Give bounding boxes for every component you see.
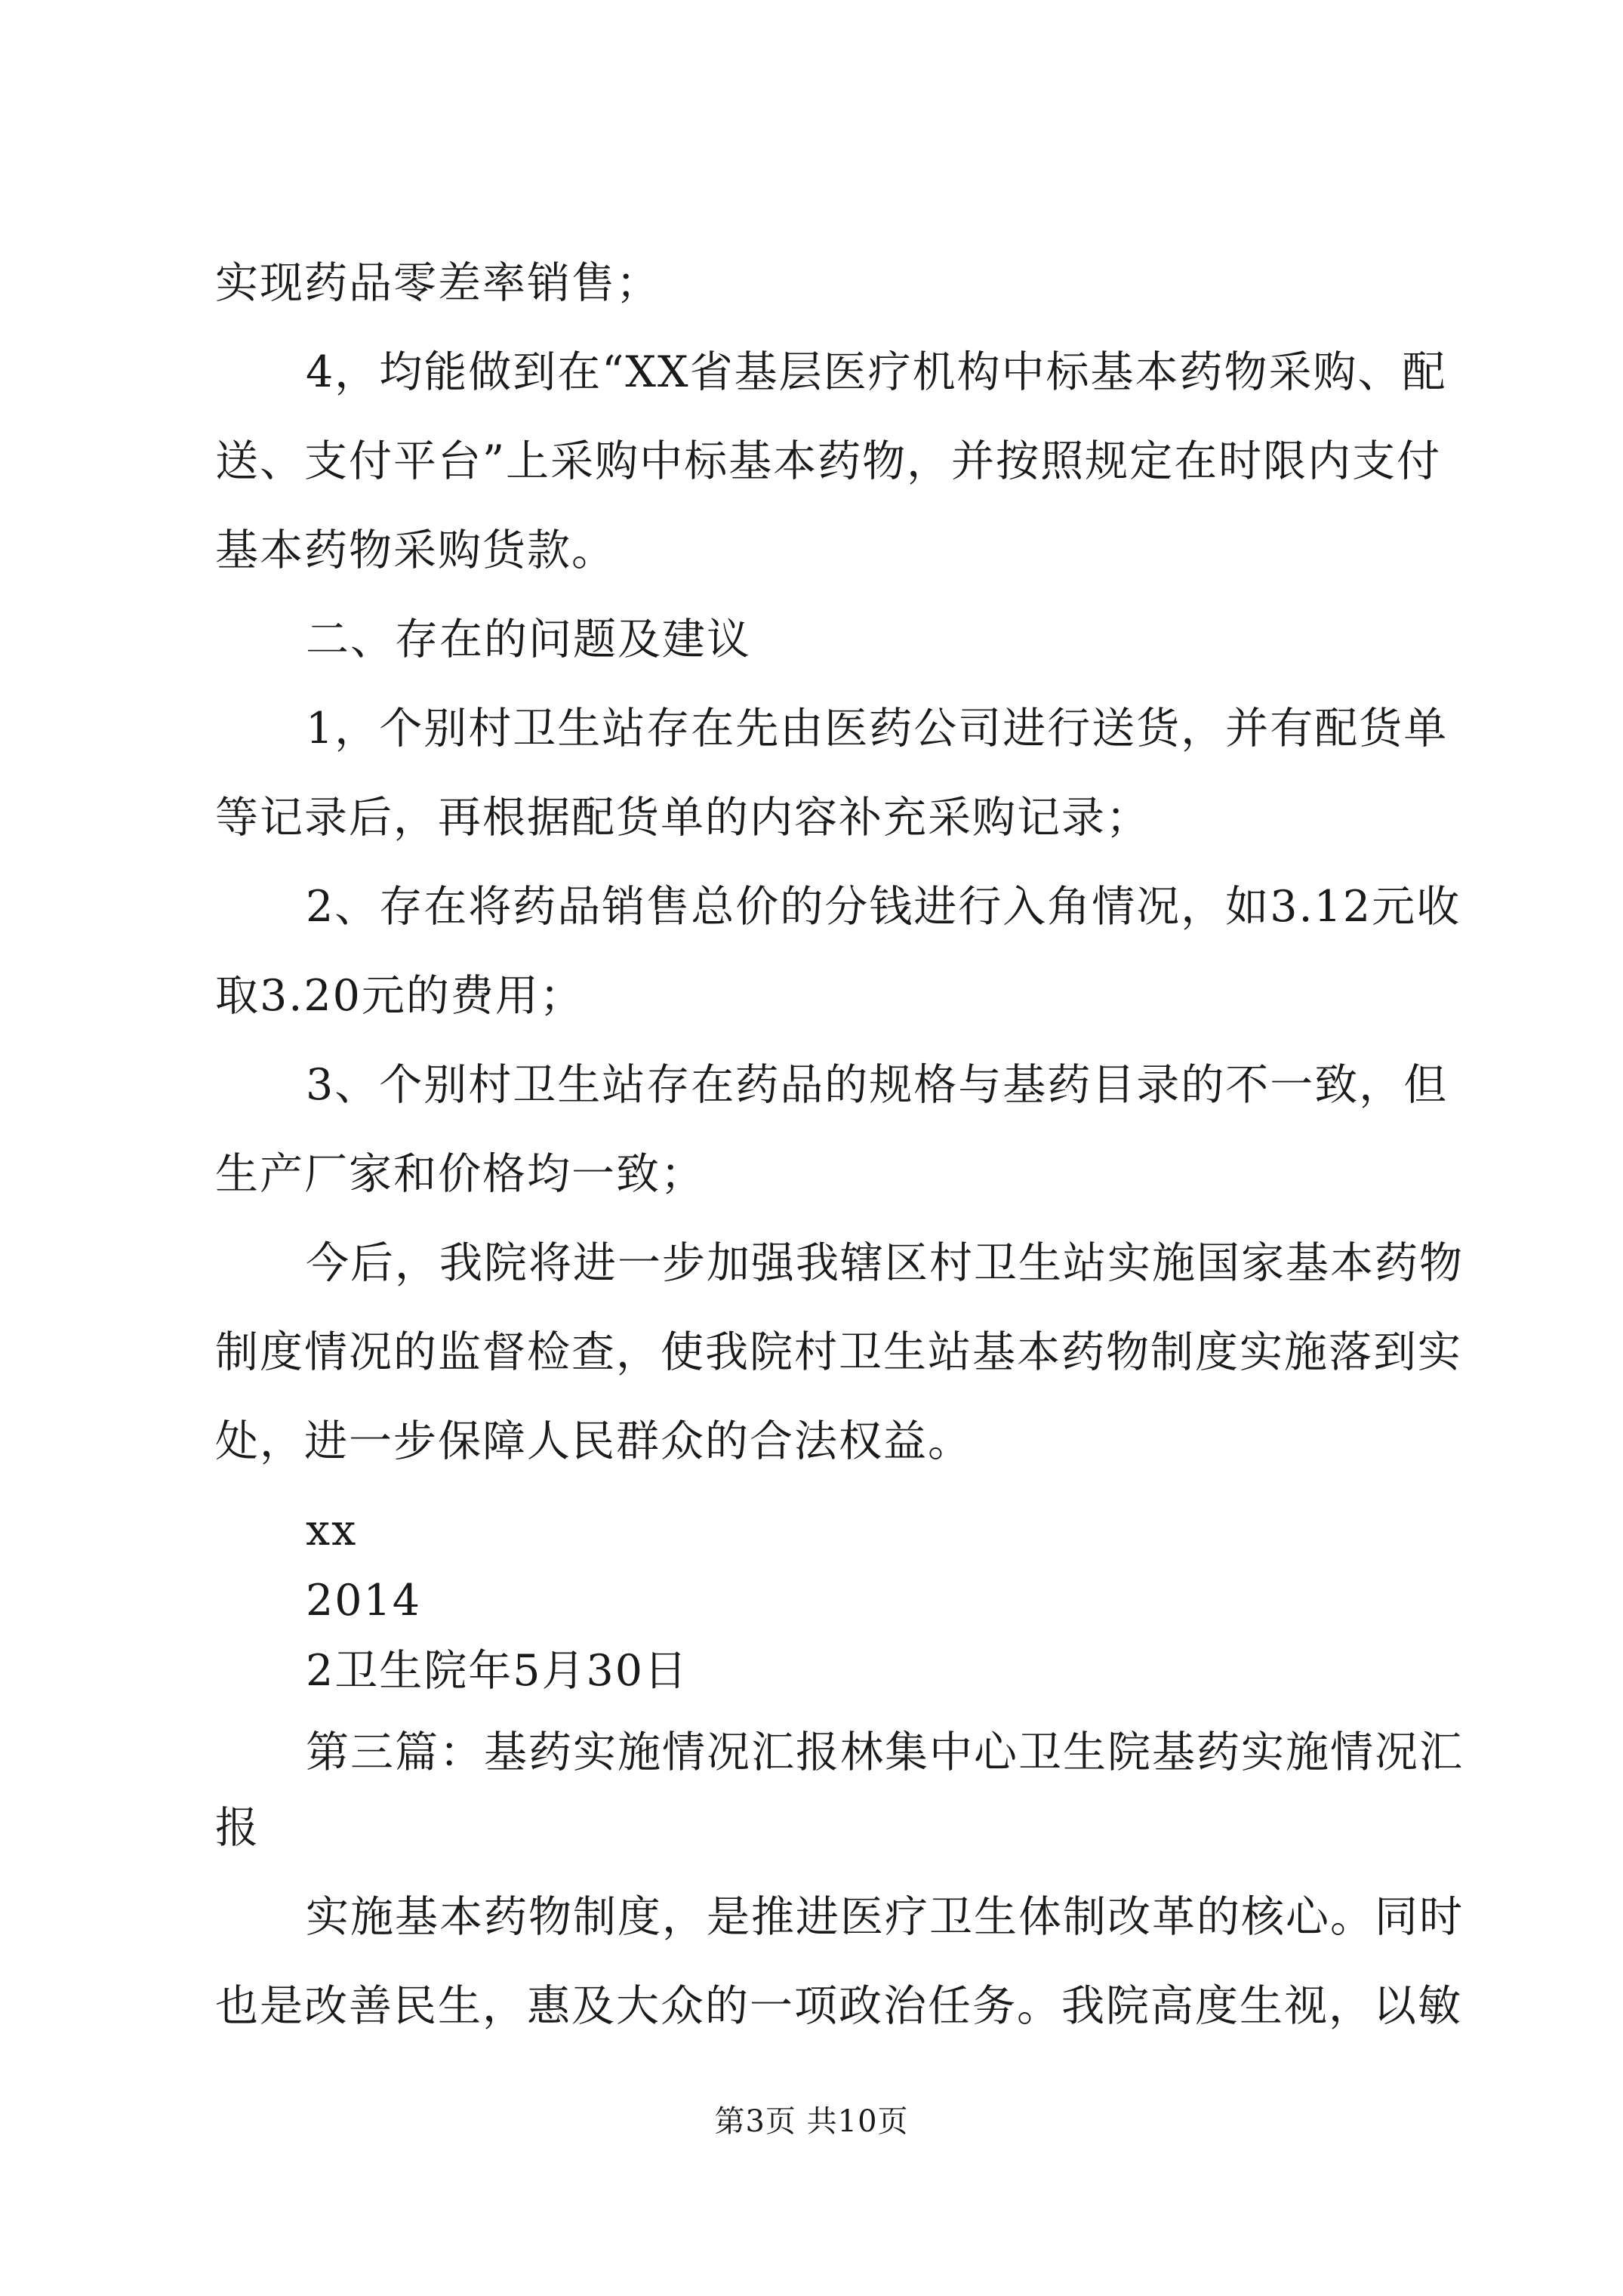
- text-line: 4，均能做到在“XX省基层医疗机构中标基本药物采购、配: [306, 347, 1447, 397]
- signature-year: 2014: [306, 1576, 422, 1626]
- text-line: 制度情况的监督检查，使我院村卫生站基本药物制度实施落到实: [215, 1327, 1462, 1377]
- section-title: 第三篇：基药实施情况汇报林集中心卫生院基药实施情况汇: [306, 1727, 1464, 1777]
- text-line: 1，个别村卫生站存在先由医药公司进行送货，并有配货单: [306, 704, 1449, 754]
- page-footer: 第3页 共10页: [714, 2104, 909, 2139]
- signature-date: 2卫生院年5月30日: [306, 1646, 689, 1696]
- text-line: 处，进一步保障人民群众的合法权益。: [215, 1416, 972, 1466]
- signature-name: xx: [306, 1505, 358, 1555]
- text-line: 2、存在将药品销售总价的分钱进行入角情况，如3.12元收: [306, 882, 1461, 932]
- section-heading: 二、存在的问题及建议: [306, 615, 751, 664]
- text-line: 实施基本药物制度，是推进医疗卫生体制改革的核心。同时: [306, 1892, 1464, 1942]
- text-line: 今后，我院将进一步加强我辖区村卫生站实施国家基本药物: [306, 1238, 1464, 1288]
- text-line: 取3.20元的费用；: [215, 971, 584, 1021]
- text-line: 送、支付平台”上采购中标基本药物，并按照规定在时限内支付: [215, 436, 1442, 486]
- section-title-continued: 报: [215, 1803, 260, 1853]
- text-line: 也是改善民生，惠及大众的一项政治任务。我院高度生视，以敏: [215, 1981, 1462, 2031]
- text-line: 基本药物采购货款。: [215, 525, 616, 575]
- text-line: 等记录后，再根据配货单的内容补充采购记录；: [215, 793, 1150, 843]
- text-line: 3、个别村卫生站存在药品的规格与基药目录的不一致，但: [306, 1060, 1449, 1110]
- text-line: 生产厂家和价格均一致；: [215, 1149, 705, 1199]
- text-line: 实现药品零差率销售；: [215, 258, 661, 308]
